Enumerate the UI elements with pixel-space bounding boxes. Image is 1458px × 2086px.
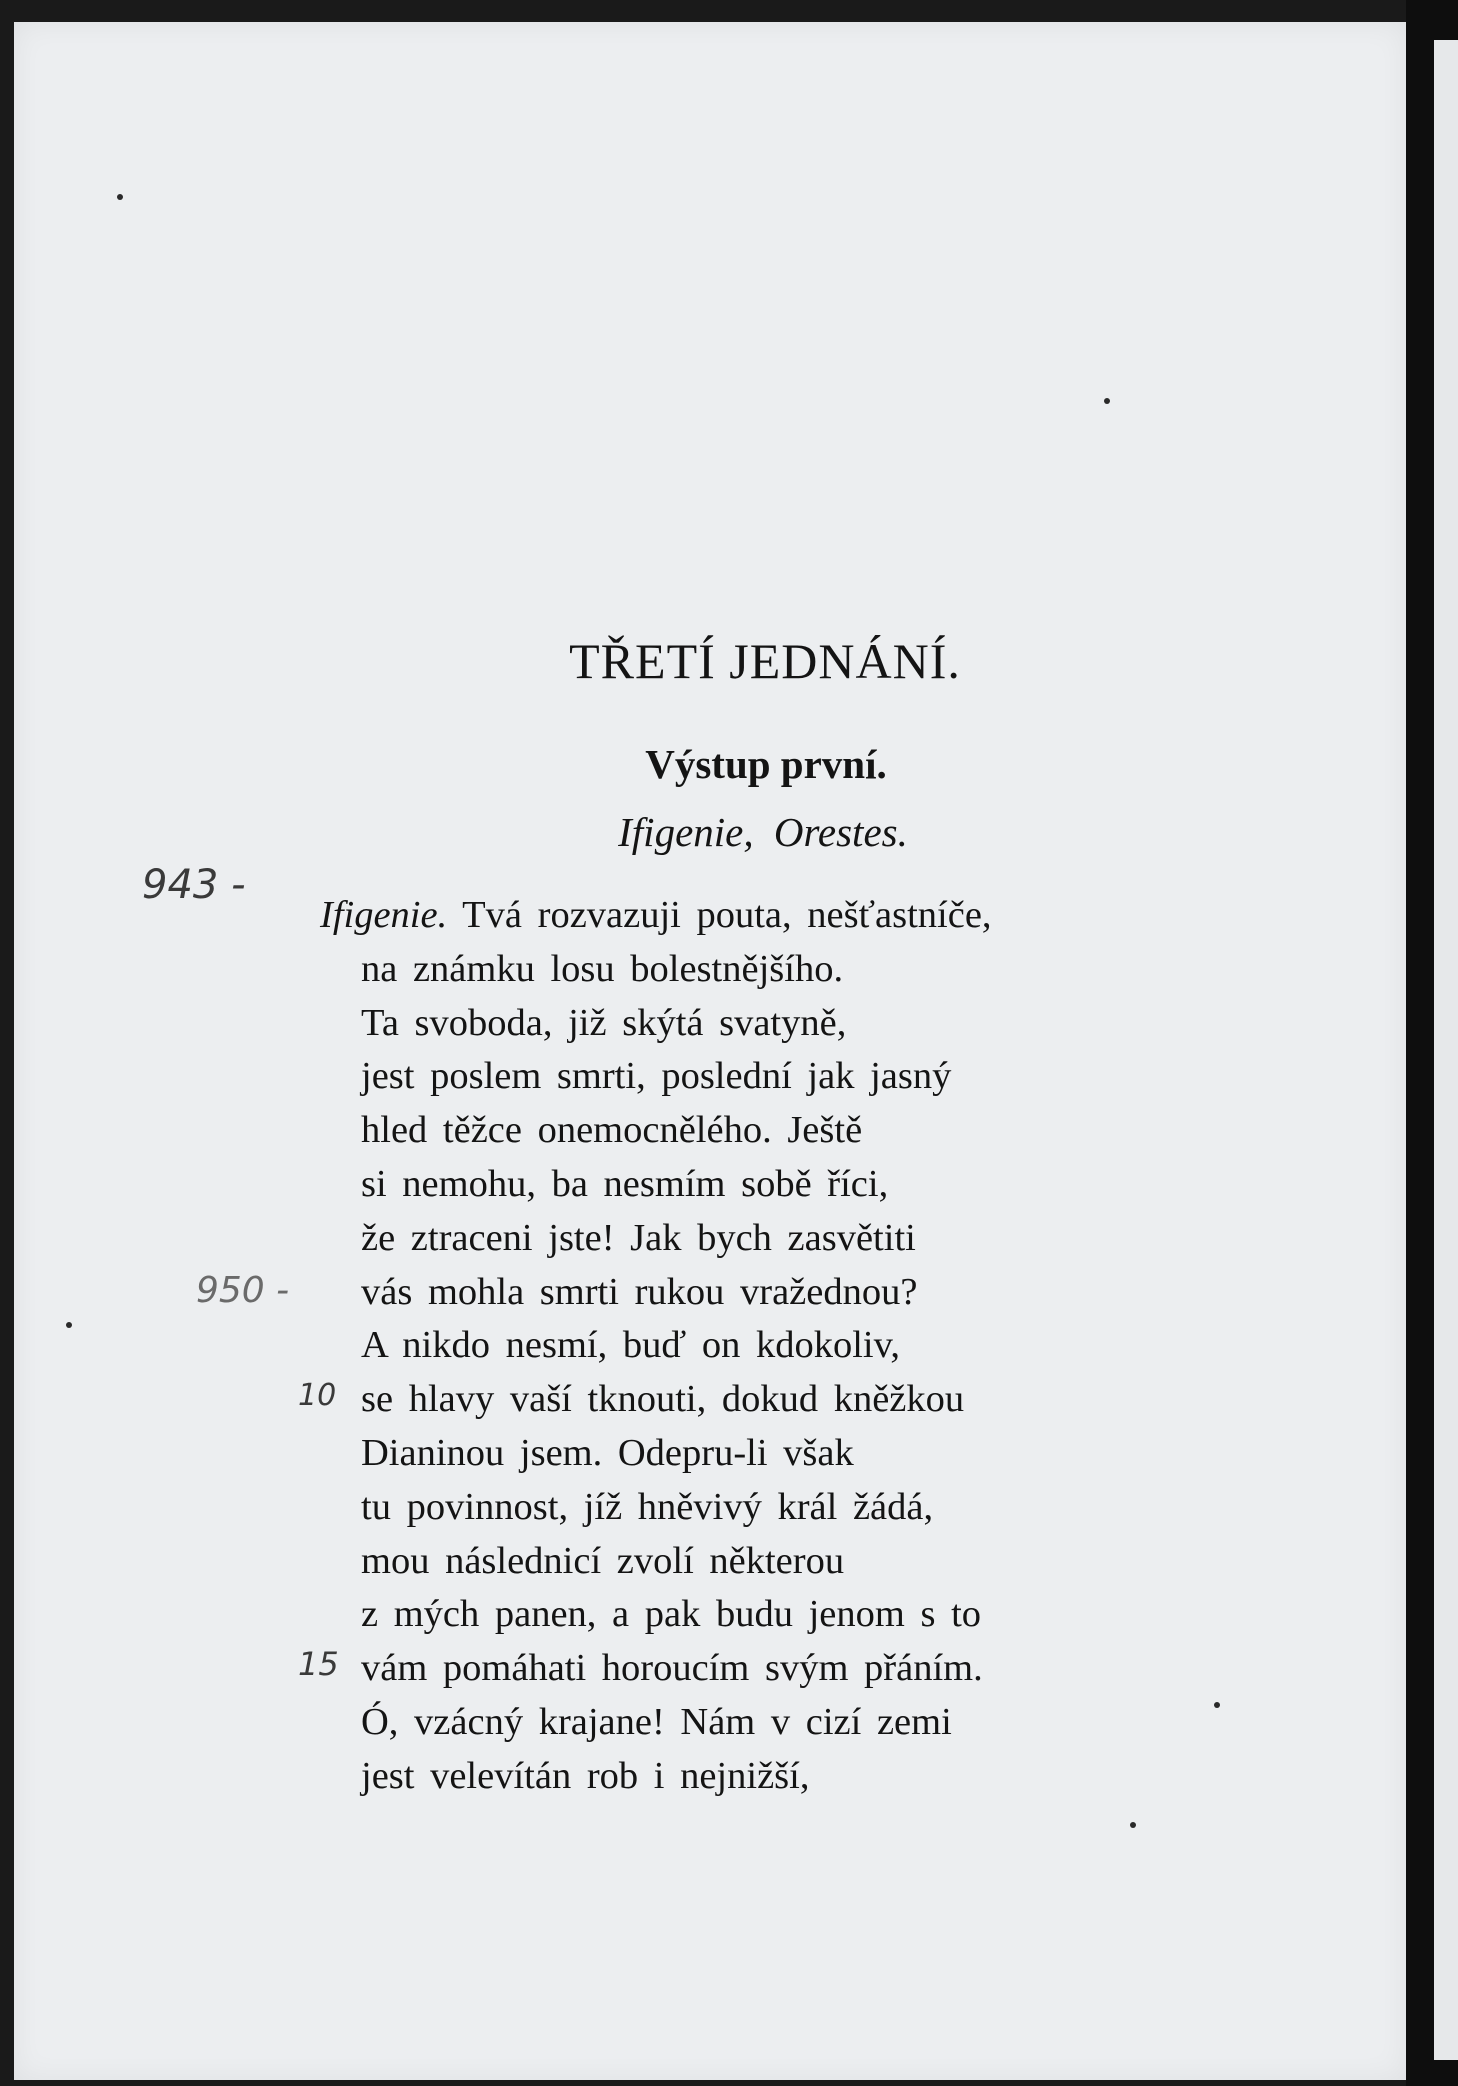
margin-note-10: 10: [298, 1378, 337, 1413]
act-title: TŘETÍ JEDNÁNÍ.: [569, 633, 961, 689]
verse-line: vám pomáhati horoucím svým přáním.: [361, 1647, 983, 1690]
verse-line: z mých panen, a pak budu jenom s to: [361, 1593, 982, 1636]
verse-line: tu povinnost, jíž hněvivý král žádá,: [361, 1485, 934, 1528]
verse-line: mou následnicí zvolí některou: [361, 1539, 845, 1582]
margin-note-950: 950 -: [196, 1270, 290, 1311]
print-speck: [1130, 1822, 1136, 1828]
verse-line: Dianinou jsem. Odepru-li však: [361, 1431, 854, 1474]
verse-line: Ifigenie. Tvá rozvazuji pouta, nešťastníče,: [320, 894, 992, 936]
print-speck: [117, 194, 123, 200]
margin-note-943: 943 -: [142, 862, 246, 908]
print-speck: [1104, 398, 1110, 404]
verse-line: hled těžce onemocnělého. Ještě: [361, 1109, 863, 1152]
verse-line: vás mohla smrti rukou vražednou?: [361, 1270, 918, 1313]
verse-block: [320, 889, 992, 1804]
verse-line: že ztraceni jste! Jak bych zasvětiti: [361, 1216, 916, 1259]
verse-line: na známku losu bolestnějšího.: [361, 947, 844, 990]
margin-note-15: 15: [298, 1645, 339, 1683]
verse-line: jest poslem smrti, poslední jak jasný: [361, 1055, 952, 1098]
print-speck: [66, 1322, 72, 1328]
verse-line: si nemohu, ba nesmím sobě říci,: [361, 1162, 889, 1205]
verse-line: Ó, vzácný krajane! Nám v cizí zemi: [361, 1700, 952, 1743]
print-speck: [1214, 1702, 1220, 1708]
verse-line: Ta svoboda, již skýtá svatyně,: [361, 1001, 847, 1044]
speaker-name: Ifigenie.: [320, 894, 448, 936]
scene-title: Výstup první.: [645, 741, 887, 787]
scene-characters: Ifigenie, Orestes.: [618, 809, 908, 855]
verse-line: se hlavy vaší tknouti, dokud kněžkou: [361, 1378, 965, 1421]
verse-line: A nikdo nesmí, buď on kdokoliv,: [361, 1324, 900, 1367]
adjacent-page-sliver: [1434, 40, 1458, 2060]
verse-line: jest velevítán rob i nejnižší,: [361, 1754, 810, 1797]
